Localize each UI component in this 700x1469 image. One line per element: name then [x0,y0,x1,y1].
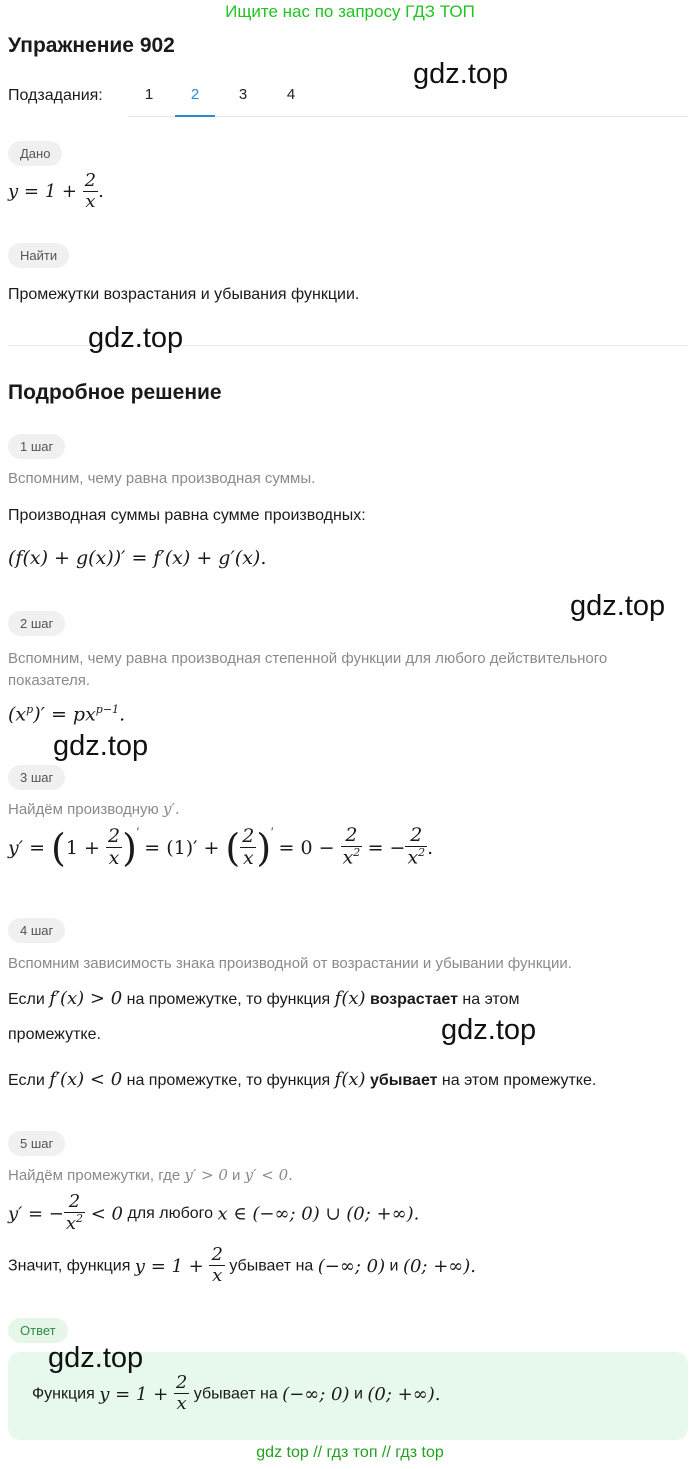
step-5-hint: Найдём промежутки, где y′ > 0 и y′ < 0. [8,1166,293,1184]
find-badge: Найти [8,243,69,268]
subtask-tab-2[interactable]: 2 [190,86,200,103]
subtask-tab-3[interactable]: 3 [238,86,248,103]
watermark: gdz.top [413,58,509,90]
watermark: gdz.top [88,322,184,354]
step-4-hint: Вспомним зависимость знака производной от возрастании и убывании функции. [8,955,572,972]
footer-links[interactable]: gdz top // гдз топ // гдз top [256,1444,444,1461]
subtask-tabs [128,70,688,117]
step-2-formula: $(x^p)' = px^{p-1}$. [8,703,126,726]
watermark: gdz.top [48,1342,144,1374]
step-1-text: Производная суммы равна сумме производных: [8,507,366,524]
find-text: Промежутки возрастания и убывания функции. [8,286,360,303]
step-5-badge: 5 шаг [8,1131,65,1156]
top-banner[interactable]: Ищите нас по запросу ГДЗ ТОП [225,2,475,21]
fraction: $\frac{2}{x}$ [84,170,97,212]
answer-badge: Ответ [8,1318,68,1343]
solution-title: Подробное решение [8,381,222,404]
step-4-line-1-cont: промежутке. [8,1026,101,1043]
step-1-badge: 1 шаг [8,434,65,459]
active-tab-indicator [175,115,215,117]
subtask-tab-1[interactable]: 1 [144,86,154,103]
step-4-badge: 4 шаг [8,918,65,943]
given-badge: Дано [8,141,62,166]
watermark: gdz.top [53,730,149,762]
answer-text: Функция y = 1 + $\frac{2}{x}$ убывает на (−∞; 0) и (0; +∞). [32,1372,441,1414]
step-1-hint: Вспомним, чему равна производная суммы. [8,470,316,487]
step-3-hint: Найдём производную y′. [8,800,180,818]
step-4-line-1: Если f′(x) > 0 на промежутке, то функция f(x) возрастает на этом [8,988,520,1009]
subtasks-label: Подзадания: [8,87,103,104]
step-2-badge: 2 шаг [8,611,65,636]
step-4-line-2: Если f′(x) < 0 на промежутке, то функция f(x) убывает на этом промежутке. [8,1069,597,1090]
step-5-line-1: y′ = − $\frac{2}{x^2}$ < 0 для любого x ∈ (−∞; 0) ∪ (0; +∞). [8,1191,420,1234]
given-formula: y = 1 + $\frac{2}{x}$ . [8,170,104,212]
subtask-tab-4[interactable]: 4 [286,86,296,103]
step-2-hint: Вспомним, чему равна производная степенной функции для любого действительного показателя. [8,650,608,689]
step-1-formula: (f(x) + g(x))′ = f′(x) + g′(x). [8,547,267,569]
step-3-badge: 3 шаг [8,765,65,790]
step-5-line-2: Значит, функция y = 1 + $\frac{2}{x}$ убывает на (−∞; 0) и (0; +∞). [8,1244,477,1286]
page-title: Упражнение 902 [8,34,175,57]
watermark: gdz.top [441,1014,537,1046]
step-3-formula: y′ = (1 + $\frac{2}{x}$ )′ = (1)′ + ( $\frac{2}{x}$ )′ = 0 − $\frac{2}{x^2}$ = − $\frac{2}{x^2}$ . [8,824,434,870]
watermark: gdz.top [570,590,666,622]
